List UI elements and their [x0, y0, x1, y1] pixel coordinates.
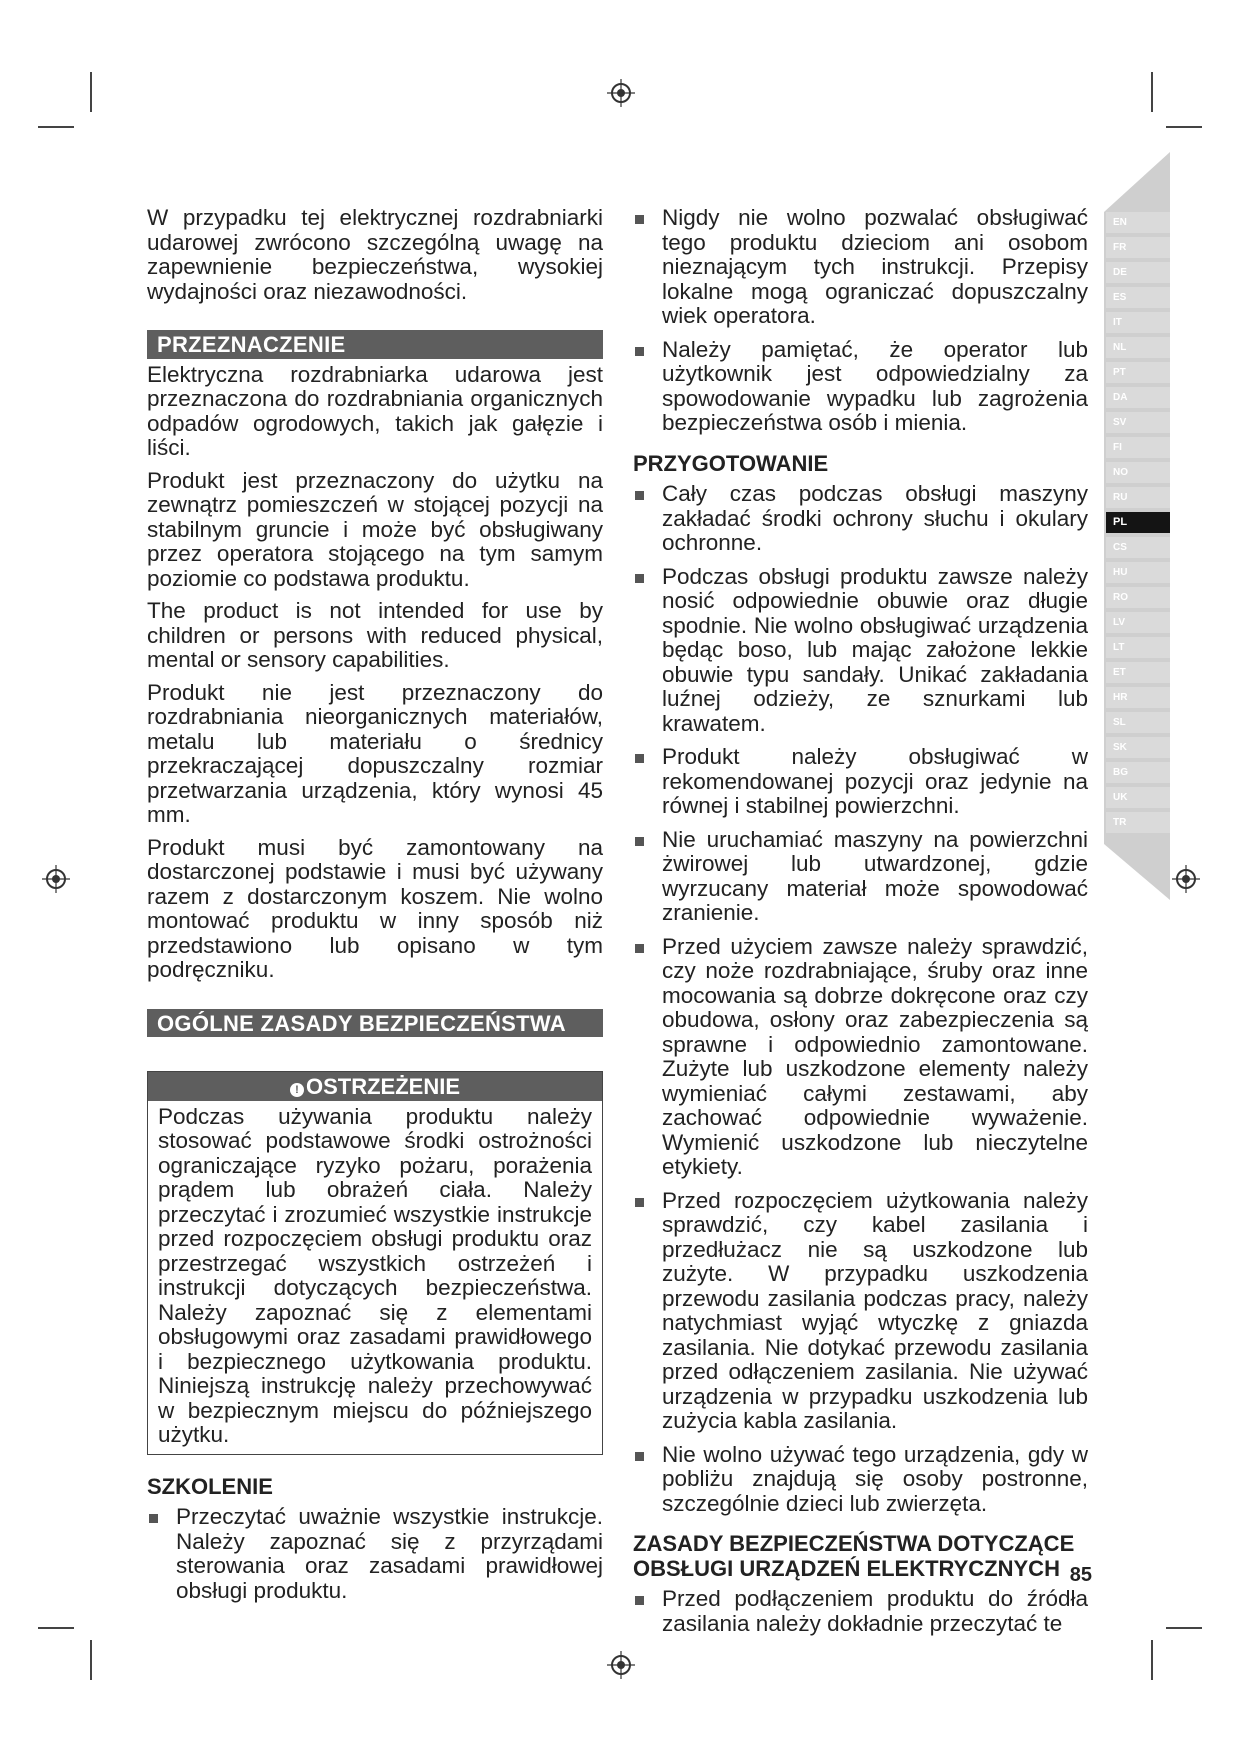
language-tab-it[interactable]: IT: [1106, 312, 1170, 333]
language-tab-es[interactable]: ES: [1106, 287, 1170, 308]
crop-mark: [1151, 72, 1153, 112]
list-item: Należy pamiętać, że operator lub użytkownik jest odpowiedzialny za spowodowanie wypadku lub zagrożenia bezpieczeństwa osób i mienia.: [633, 338, 1088, 436]
section-heading-training: SZKOLENIE: [147, 1473, 273, 1499]
list-item: Podczas obsługi produktu zawsze należy nosić odpowiednie obuwie oraz długie spodnie. Nie wolno obsługiwać urządzenia będąc boso, lub mając założone lekkie obuwie typu sandały. Unikać zakładania luźnej odzieży, ze sznurkami lub krawatem.: [633, 565, 1088, 737]
purpose-paragraph: Elektryczna rozdrabniarka udarowa jest przeznaczona do rozdrabniania organicznych odpadów ogrodowych, takich jak gałęzie i liści.: [147, 361, 603, 460]
registration-mark-icon: [606, 1650, 636, 1680]
language-tab-bg[interactable]: BG: [1106, 762, 1170, 783]
warning-text: Podczas używania produktu należy stosować podstawowe środki ostrożności ograniczające ryzyko pożaru, porażenia prądem lub obrażeń ciała. Należy przeczytać i zrozumieć wszystkie instrukcje przed rozpoczęciem obsługi produktu oraz przestrzegać wszystkich ostrzeżeń i instrukcji dotyczących bezpieczeństwa. Należy zapoznać się z elementami obsługowymi oraz zasadami prawidłowego i bezpiecznego użytkowania produktu. Niniejszą instrukcję należy przechowywać w bezpiecznym miejscu do późniejszego użytku.: [158, 1103, 592, 1447]
section-heading-electrical-safety: ZASADY BEZPIECZEŃSTWA DOTYCZĄCE OBSŁUGI URZĄDZEŃ ELEKTRYCZNYCH: [633, 1531, 1075, 1581]
language-tab-tr[interactable]: TR: [1106, 812, 1170, 833]
preparation-list: [633, 482, 1088, 1516]
list-item: Przed użyciem zawsze należy sprawdzić, czy noże rozdrabniające, śruby oraz inne mocowania są dobrze dokręcone oraz czy obudowa, osłony oraz zabezpieczenia są sprawne i odpowiednio zamontowane. Zużyte lub uszkodzone elementy należy wymieniać całymi zestawami, aby zachować odpowiednie wyważenie. Wymienić uszkodzone lub nieczytelne etykiety.: [633, 935, 1088, 1180]
list-item: Produkt należy obsługiwać w rekomendowanej pozycji oraz jedynie na równej i stabilnej powierzchni.: [633, 745, 1088, 819]
language-tab-da[interactable]: DA: [1106, 387, 1170, 408]
language-tab-sv[interactable]: SV: [1106, 412, 1170, 433]
language-tab-uk[interactable]: UK: [1106, 787, 1170, 808]
section-heading-purpose: PRZEZNACZENIE: [147, 330, 603, 359]
warning-box: [147, 1071, 603, 1455]
language-tab-nl[interactable]: NL: [1106, 337, 1170, 358]
intro-paragraph: W przypadku tej elektrycznej rozdrabniarki udarowej zwrócono szczególną uwagę na zapewnienie bezpieczeństwa, wysokiej wydajności oraz niezawodności.: [147, 205, 603, 304]
purpose-paragraph: Produkt jest przeznaczony do użytku na zewnątrz pomieszczeń w stojącej pozycji na stabilnym gruncie i może być obsługiwany przez operatora stojącego na tym samym poziomie co podstawa produktu.: [147, 467, 603, 591]
crop-mark: [1151, 1640, 1153, 1680]
warning-header: [148, 1072, 602, 1101]
purpose-section: [147, 363, 603, 983]
page-number: 85: [1069, 1564, 1092, 1586]
purpose-paragraph: Produkt musi być zamontowany na dostarczonej podstawie i musi być używany razem z dostarczonym koszem. Nie wolno montować produktu w inny sposób niż przedstawiono lub opisano w tym podręczniku.: [147, 834, 603, 982]
language-tab-no[interactable]: NO: [1106, 462, 1170, 483]
general-rules-list: [633, 206, 1088, 436]
crop-mark: [90, 1640, 92, 1680]
language-tab-en[interactable]: EN: [1106, 212, 1170, 233]
training-list: [147, 1505, 603, 1603]
list-item: Nie uruchamiać maszyny na powierzchni żwirowej lub utwardzonej, gdzie wyrzucany materiał może spowodować zranienie.: [633, 828, 1088, 926]
language-tab-sl[interactable]: SL: [1106, 712, 1170, 733]
language-tab-lv[interactable]: LV: [1106, 612, 1170, 633]
crop-mark: [1166, 126, 1202, 128]
purpose-paragraph: The product is not intended for use by children or persons with reduced physical, mental or sensory capabilities.: [147, 598, 603, 672]
language-tab-de[interactable]: DE: [1106, 262, 1170, 283]
crop-mark: [1166, 1627, 1202, 1629]
language-tab-pl[interactable]: PL: [1106, 512, 1170, 533]
registration-mark-icon: [606, 78, 636, 108]
language-tab-fi[interactable]: FI: [1106, 437, 1170, 458]
list-item: Cały czas podczas obsługi maszyny zakładać środki ochrony słuchu i okulary ochronne.: [633, 482, 1088, 556]
section-heading-safety: OGÓLNE ZASADY BEZPIECZEŃSTWA: [147, 1009, 603, 1038]
list-item: Przed rozpoczęciem użytkowania należy sprawdzić, czy kabel zasilania i przedłużacz nie są uszkodzone lub zużyte. W przypadku uszkodzenia przewodu zasilania podczas pracy, należy natychmiast wyjąć wtyczkę z gniazda zasilania. Nie dotykać przewodu zasilania przed odłączeniem zasilania. Nie używać urządzenia w przypadku uszkodzenia lub zużycia kabla zasilania.: [633, 1189, 1088, 1434]
left-column: [147, 206, 603, 1612]
language-tab-fr[interactable]: FR: [1106, 237, 1170, 258]
language-tab-lt[interactable]: LT: [1106, 637, 1170, 658]
list-item: Przed podłączeniem produktu do źródła zasilania należy dokładnie przeczytać te: [633, 1587, 1088, 1636]
language-tab-et[interactable]: ET: [1106, 662, 1170, 683]
registration-mark-icon: [41, 864, 71, 894]
right-column: [633, 206, 1088, 1645]
warning-icon: !: [290, 1083, 304, 1097]
language-tab-hr[interactable]: HR: [1106, 687, 1170, 708]
crop-mark: [90, 72, 92, 112]
list-item: Nie wolno używać tego urządzenia, gdy w pobliżu znajdują się osoby postronne, szczególnie dzieci lub zwierzęta.: [633, 1443, 1088, 1517]
list-item: Przeczytać uważnie wszystkie instrukcje. Należy zapoznać się z przyrządami sterowania oraz zasadami prawidłowej obsługi produktu.: [147, 1505, 603, 1603]
language-tab-sk[interactable]: SK: [1106, 737, 1170, 758]
list-item: Nigdy nie wolno pozwalać obsługiwać tego produktu dzieciom ani osobom nieznającym tych instrukcji. Przepisy lokalne mogą ograniczać dopuszczalny wiek operatora.: [633, 206, 1088, 329]
language-tabs: [1106, 212, 1170, 837]
warning-title: OSTRZEŻENIE: [305, 1074, 460, 1099]
language-tab-pt[interactable]: PT: [1106, 362, 1170, 383]
section-heading-preparation: PRZYGOTOWANIE: [633, 450, 829, 476]
language-tab-ru[interactable]: RU: [1106, 487, 1170, 508]
language-tab-ro[interactable]: RO: [1106, 587, 1170, 608]
electrical-safety-list: [633, 1587, 1088, 1636]
language-tab-hu[interactable]: HU: [1106, 562, 1170, 583]
crop-mark: [38, 1627, 74, 1629]
purpose-paragraph: Produkt nie jest przeznaczony do rozdrabniania nieorganicznych materiałów, metalu lub materiału o średnicy przekraczającej dopuszczalny rozmiar przetwarzania urządzenia, który wynosi 45 mm.: [147, 679, 603, 827]
registration-mark-icon: [1171, 864, 1201, 894]
crop-mark: [38, 126, 74, 128]
language-tab-cs[interactable]: CS: [1106, 537, 1170, 558]
